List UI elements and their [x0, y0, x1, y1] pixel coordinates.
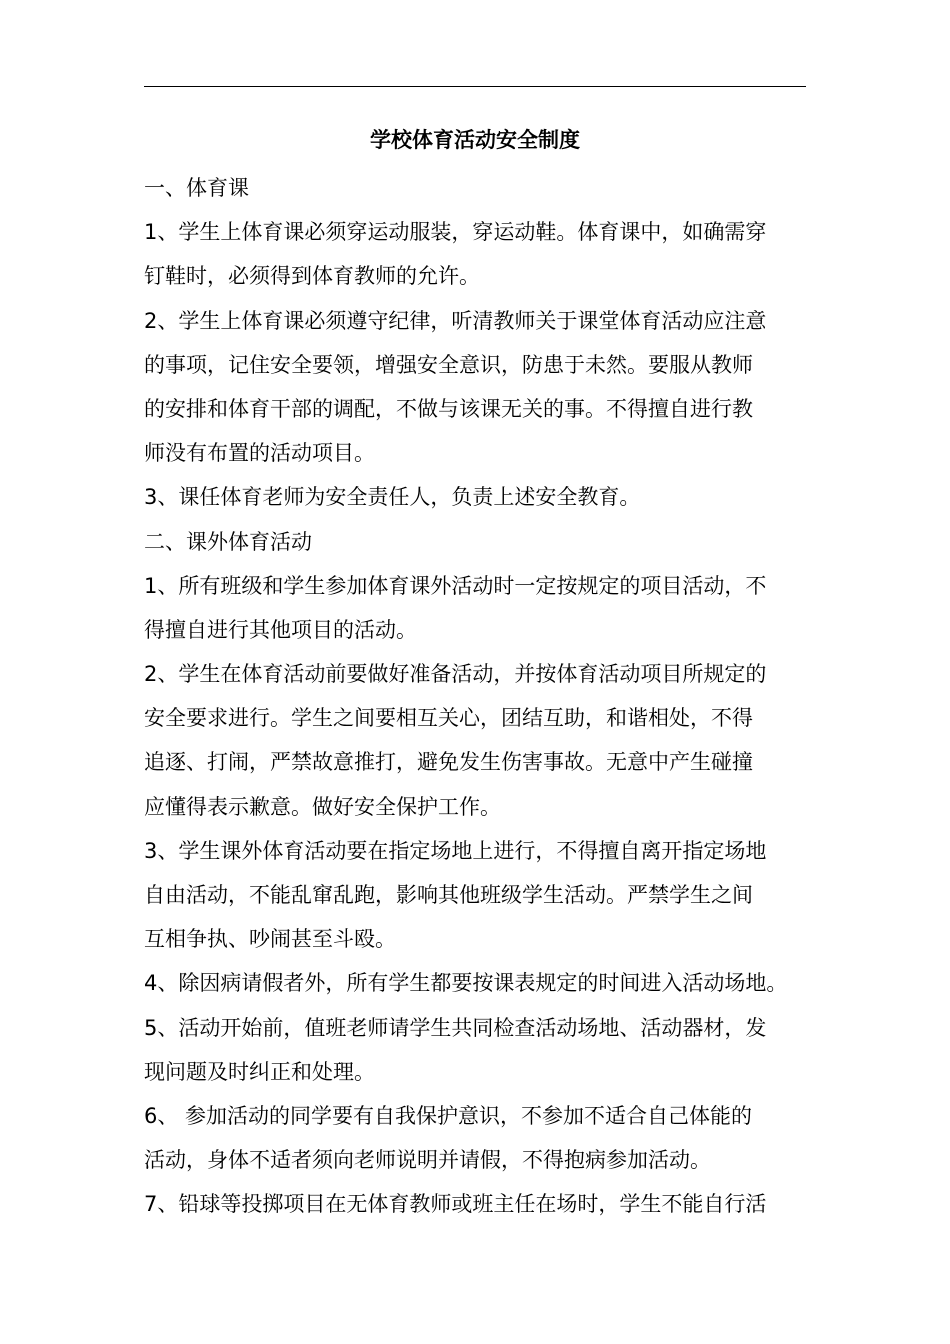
header-rule [144, 86, 806, 87]
body-line: 1、所有班级和学生参加体育课外活动时一定按规定的项目活动，不 [144, 573, 767, 598]
body-line: 7、铅球等投掷项目在无体育教师或班主任在场时，学生不能自行活 [144, 1192, 767, 1217]
body-line: 5、活动开始前，值班老师请学生共同检查活动场地、活动器材，发 [144, 1015, 767, 1040]
body-line: 追逐、打闹，严禁故意推打，避免发生伤害事故。无意中产生碰撞 [144, 750, 753, 775]
section-heading-pe-class: 一、体育课 [144, 176, 249, 200]
body-line: 活动，身体不适者须向老师说明并请假，不得抱病参加活动。 [144, 1148, 711, 1173]
body-line: 1、学生上体育课必须穿运动服装，穿运动鞋。体育课中，如确需穿 [144, 220, 767, 245]
body-line: 的事项，记住安全要领，增强安全意识，防患于未然。要服从教师 [144, 352, 753, 377]
section-heading-extracurricular: 二、课外体育活动 [144, 529, 312, 554]
document-body [144, 166, 806, 1227]
body-line: 师没有布置的活动项目。 [144, 441, 375, 466]
document-title: 学校体育活动安全制度 [370, 128, 580, 152]
body-line: 应懂得表示歉意。做好安全保护工作。 [144, 794, 501, 819]
body-line: 6、 参加活动的同学要有自我保护意识，不参加不适合自己体能的 [144, 1103, 753, 1128]
body-line: 得擅自进行其他项目的活动。 [144, 617, 417, 642]
body-line: 互相争执、吵闹甚至斗殴。 [144, 927, 396, 952]
body-line: 3、课任体育老师为安全责任人，负责上述安全教育。 [144, 485, 641, 510]
body-line: 的安排和体育干部的调配，不做与该课无关的事。不得擅自进行教 [144, 396, 753, 421]
body-line: 自由活动，不能乱窜乱跑，影响其他班级学生活动。严禁学生之间 [144, 883, 753, 907]
body-line: 安全要求进行。学生之间要相互关心，团结互助，和谐相处，不得 [144, 706, 753, 731]
body-line: 2、学生上体育课必须遵守纪律，听清教师关于课堂体育活动应注意 [144, 308, 767, 333]
body-line: 钉鞋时，必须得到体育教师的允许。 [144, 264, 480, 289]
body-line: 现问题及时纠正和处理。 [144, 1059, 375, 1084]
body-line: 3、学生课外体育活动要在指定场地上进行，不得擅自离开指定场地 [144, 838, 767, 863]
body-line: 2、学生在体育活动前要做好准备活动，并按体育活动项目所规定的 [144, 662, 767, 687]
body-line: 4、除因病请假者外，所有学生都要按课表规定的时间进入活动场地。 [144, 971, 788, 996]
